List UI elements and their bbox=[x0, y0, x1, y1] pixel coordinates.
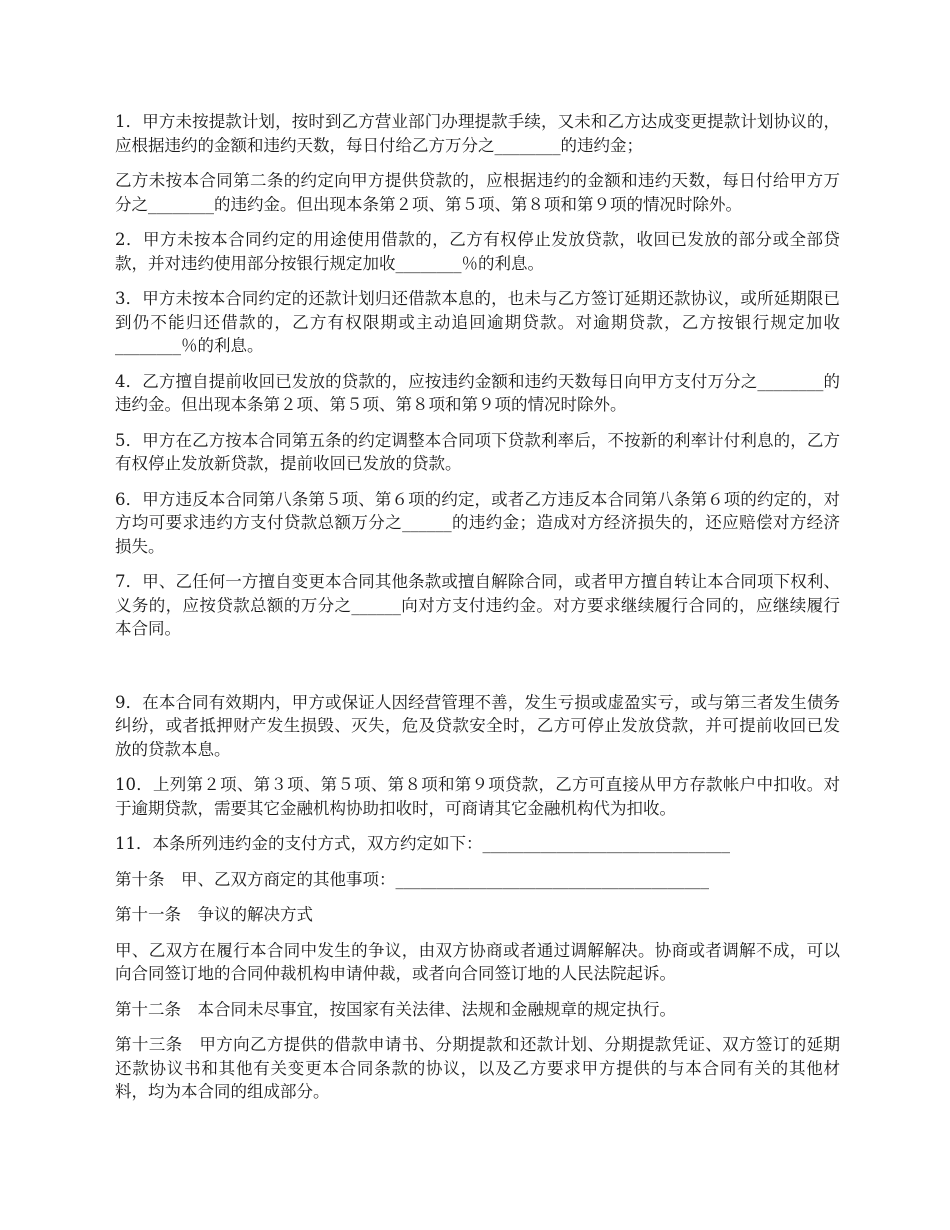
clause-1-paragraph: 1．甲方未按提款计划，按时到乙方营业部门办理提款手续，又未和乙方达成变更提款计划协议的，应根据违约的金额和违约天数，每日付给乙方万分之________的违约金； bbox=[115, 112, 840, 155]
blank-gap bbox=[115, 653, 840, 691]
clause-7-paragraph: 7．甲、乙任何一方擅自变更本合同其他条款或擅自解除合同，或者甲方擅自转让本合同项下权利、义务的，应按贷款总额的万分之______向对方支付违约金。对方要求继续履行合同的，应继续履行本合同。 bbox=[115, 572, 840, 638]
article-12-paragraph: 第十二条 本合同未尽事宜，按国家有关法律、法规和金融规章的规定执行。 bbox=[115, 999, 676, 1019]
article-11-heading: 第十一条 争议的解决方式 bbox=[115, 905, 313, 924]
clause-11-paragraph: 11．本条所列违约金的支付方式，双方约定如下：______________________________ bbox=[115, 834, 730, 853]
article-10-paragraph: 第十条 甲、乙双方商定的其他事项：______________________________________ bbox=[115, 869, 709, 889]
document-body bbox=[115, 110, 840, 1116]
article-13-paragraph: 第十三条 甲方向乙方提供的借款申请书、分期提款和还款计划、分期提款凭证、双方签订的延期还款协议书和其他有关变更本合同条款的协议，以及乙方要求甲方提供的与本合同有关的其他材料，均为本合同的组成部分。 bbox=[115, 1035, 840, 1101]
clause-2-paragraph: 2．甲方未按本合同约定的用途使用借款的，乙方有权停止发放贷款，收回已发放的部分或全部贷款，并对违约使用部分按银行规定加收________％的利息。 bbox=[115, 230, 840, 273]
clause-6-paragraph: 6．甲方违反本合同第八条第５项、第６项的约定，或者乙方违反本合同第八条第６项的约定的，对方均可要求违约方支付贷款总额万分之______的违约金；造成对方经济损失的，还应赔偿对方经济损失。 bbox=[115, 489, 840, 556]
clause-10-paragraph: 10．上列第２项、第３项、第５项、第８项和第９项贷款，乙方可直接从甲方存款帐户中扣收。对于逾期贷款，需要其它金融机构协助扣收时，可商请其它金融机构代为扣收。 bbox=[115, 775, 840, 818]
dispute-resolution-paragraph: 甲、乙双方在履行本合同中发生的争议，由双方协商或者通过调解解决。协商或者调解不成，可以向合同签订地的合同仲裁机构申请仲裁，或者向合同签订地的人民法院起诉。 bbox=[115, 940, 840, 983]
clause-3-paragraph: 3．甲方未按本合同约定的还款计划归还借款本息的，也未与乙方签订延期还款协议，或所延期限已到仍不能归还借款的，乙方有权限期或主动追回逾期贷款。对逾期贷款，乙方按银行规定加收________％的利息。 bbox=[115, 289, 840, 355]
clause-5-paragraph: 5．甲方在乙方按本合同第五条的约定调整本合同项下贷款利率后，不按新的利率计付利息的，乙方有权停止发放新贷款，提前收回已发放的贷款。 bbox=[115, 430, 840, 473]
clause-4-paragraph: 4．乙方擅自提前收回已发放的贷款的，应按违约金额和违约天数每日向甲方支付万分之________的违约金。但出现本条第２项、第５项、第８项和第９项的情况时除外。 bbox=[115, 371, 840, 414]
clause-9-paragraph: 9．在本合同有效期内，甲方或保证人因经营管理不善，发生亏损或虚盈实亏，或与第三者发生债务纠纷，或者抵押财产发生损毁、灭失，危及贷款安全时，乙方可停止发放贷款，并可提前收回已发放的贷款本息。 bbox=[115, 692, 840, 759]
clause-1-lender-paragraph: 乙方未按本合同第二条的约定向甲方提供贷款的，应根据违约的金额和违约天数，每日付给甲方万分之________的违约金。但出现本条第２项、第５项、第８项和第９项的情况时除外。 bbox=[115, 171, 840, 214]
